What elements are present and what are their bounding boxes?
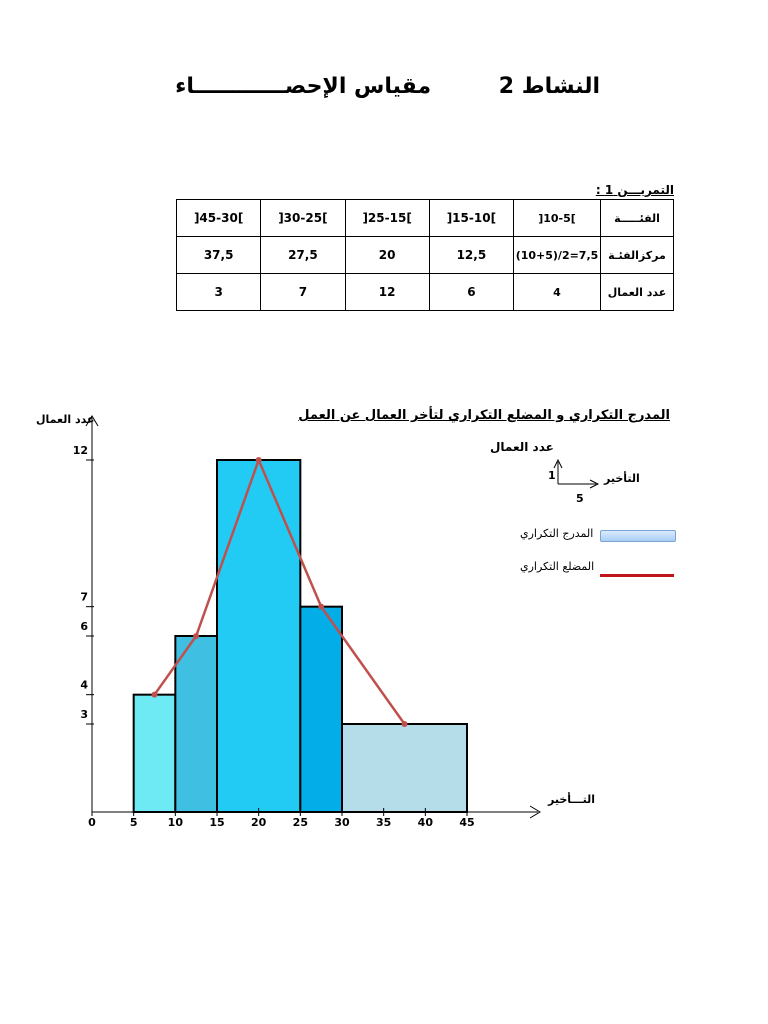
scale-x-value: 5: [576, 492, 584, 505]
table-cell: (10+5)/2=7,5: [514, 237, 601, 274]
x-tick-label: 30: [334, 816, 350, 829]
histogram-bar: [217, 460, 300, 812]
histogram-bar: [300, 607, 342, 812]
table-cell: 12,5: [429, 237, 513, 274]
y-tick-label: 3: [80, 708, 88, 721]
table-header-center: مركزالفئـة: [601, 237, 674, 274]
x-tick-label: 10: [167, 816, 183, 829]
scale-x-axis-label: التأخير: [604, 472, 640, 485]
table-cell: ]15-10[: [429, 200, 513, 237]
legend-histogram-label: المدرج التكراري: [520, 527, 594, 540]
y-tick-label: 4: [80, 678, 88, 692]
polygon-point: [256, 457, 262, 463]
exercise-label: التمريـــن 1 :: [595, 183, 674, 197]
histogram-bars: [134, 460, 467, 812]
table-header-count: عدد العمال: [601, 274, 674, 311]
chart-title: المدرج التكراري و المضلع التكراري لتأخر العمال عن العمل: [298, 408, 670, 423]
histogram-bar: [175, 636, 217, 812]
y-tick-label: 7: [80, 590, 88, 604]
x-tick-label: 35: [376, 816, 392, 829]
table-cell: 4: [514, 274, 601, 311]
y-axis-label: عدد العمال: [36, 413, 95, 426]
legend-title: عدد العمال: [490, 440, 554, 454]
table-cell: 3: [177, 274, 261, 311]
x-tick-label: 5: [129, 816, 138, 829]
x-axis-label: التـــأخير: [548, 793, 596, 806]
table-header-class: الفئـــــة: [601, 200, 674, 237]
table-cell: 27,5: [261, 237, 345, 274]
y-tick-label: 12: [72, 444, 88, 457]
table-cell: 7: [261, 274, 345, 311]
legend-polygon-label: المضلع التكراري: [520, 560, 595, 573]
table-cell: 12: [345, 274, 429, 311]
y-tick-label: 6: [80, 620, 88, 633]
x-tick-label: 0: [88, 816, 96, 829]
activity-title: النشاط 2: [498, 74, 600, 99]
scale-y-value: 1: [548, 469, 556, 482]
table-cell: 20: [345, 237, 429, 274]
histogram-bar: [134, 695, 176, 812]
table-cell: 37,5: [177, 237, 261, 274]
x-tick-label: 20: [251, 816, 267, 829]
x-tick-label: 25: [292, 816, 308, 829]
table-cell: 6: [429, 274, 513, 311]
polygon-point: [193, 633, 199, 639]
polygon-point: [152, 692, 158, 698]
y-ticks: [73, 444, 94, 724]
histogram-bar: [342, 724, 467, 812]
x-tick-label: 15: [209, 816, 225, 829]
table-cell: ]25-15[: [345, 200, 429, 237]
table-cell: ]10-5[: [514, 200, 601, 237]
polygon-point: [318, 604, 324, 610]
table-cell: ]30-25[: [261, 200, 345, 237]
table-cell: ]45-30[: [177, 200, 261, 237]
x-tick-label: 45: [459, 816, 475, 829]
polygon-point: [402, 721, 408, 727]
subject-title: مقياس الإحصــــــــــــاء: [175, 74, 432, 99]
x-tick-label: 40: [417, 816, 433, 829]
